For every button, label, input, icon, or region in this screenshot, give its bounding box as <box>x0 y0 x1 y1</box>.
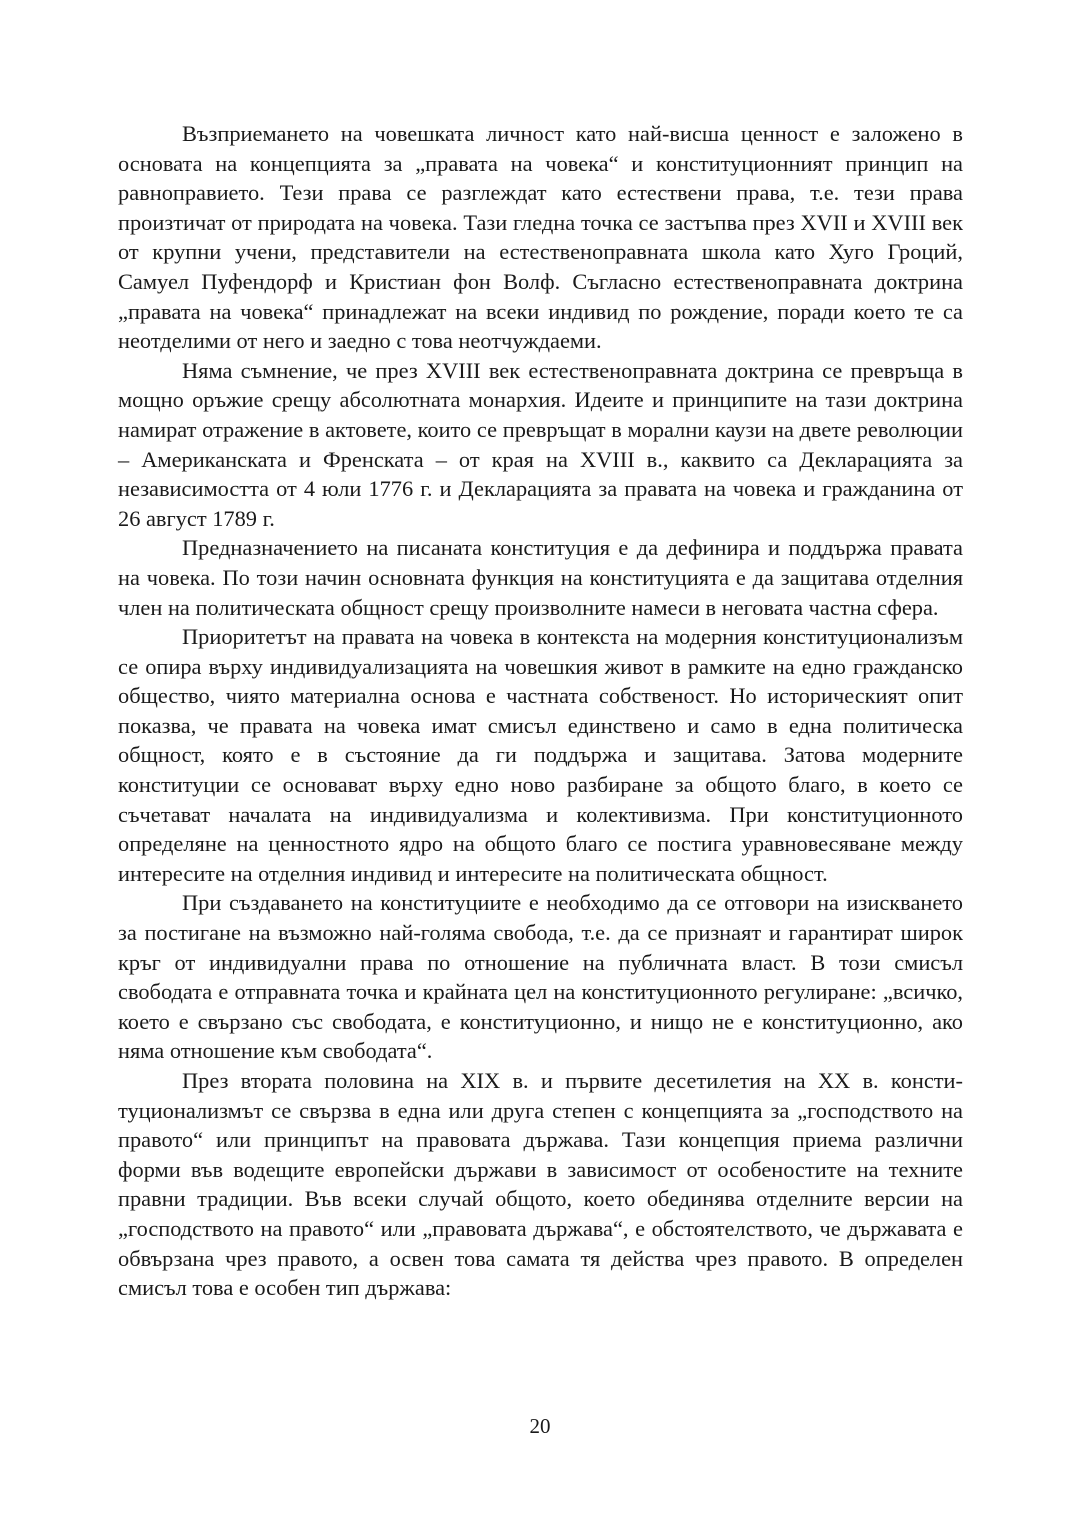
paragraph-4: Приоритетът на правата на човека в контекста на модерния конституционализъм се опира върху индивидуализацията на човешкия живот в рамките на едно гражданско общество, чиято материална основа е частната собственост. Но историческият опит показва, че правата на човека имат смисъл единствено и само в една политическа общност, която е в състояние да ги поддържа и защитава. Затова модерните конституции се основават върху едно ново разбиране за общото благо, в което се съчетават началата на индивидуализма и колективизма. При конституционното определяне на ценностното ядро на общото благо се постига уравновесяване между интересите на отделния индивид и интересите на политическата общност. <box>118 624 963 886</box>
paragraph-1: Възприемането на човешката личност като най-висша ценност е заложено в основата на концепцията за „правата на човека“ и конституционният принцип на равноправието. Тези права се разглеждат като естествени права, т.е. тези права произтичат от природата на човека. Тази гледна точка се застъпва през XVII и XVIII век от крупни учени, представители на естественоправната школа като Хуго Гроций, Самуел Пуфендорф и Кристиан фон Волф. Съгласно естественоправната доктрина „правата на човека“ принадлежат на всеки индивид по рождение, поради което те са неотделими от него и заедно с това неотчуждаеми. <box>118 121 963 354</box>
paragraph-2: Няма съмнение, че през XVIII век естественоправната доктрина се превръща в мощно оръжие срещу абсолютната монархия. Идеите и принципите на тази доктрина намират отражение в актовете, които се превръщат в морални каузи на двете революции – Американската и Френската – от края на XVIII в., каквито са Декларацията за независимостта от 4 юли 1776 г. и Декларацията за правата на човека и гражданина от 26 август 1789 г. <box>118 357 963 531</box>
body-text <box>118 119 963 1303</box>
paragraph-5: При създаването на конституциите е необходимо да се отговори на изискването за постигане на възможно най-голяма свобода, т.е. да се признаят и гарантират широк кръг от индивидуални права по отношение на публичната власт. В този смисъл свободата е отправната точка и крайната цел на конституционното регулиране: „всичко, което е свързано със свободата, е конституционно, и нищо не е конституционно, ако няма отношение към свободата“. <box>118 890 963 1064</box>
page-number: 20 <box>529 1414 551 1438</box>
paragraph-3: Предназначението на писаната конституция е да дефинира и поддържа правата на човека. По този начин основната функция на конституцията е да защитава отделния член на политическата общност срещу произволните намеси в неговата частна сфера. <box>118 535 963 620</box>
paragraph-6: През втората половина на XIX в. и първите десетилетия на XX в. конституционализмът се свързва в една или друга степен с концепцията за „господството на правото“ или принципът на правовата държава. Тази концепция приема различни форми във водещите европейски държави в зависимост от особеностите на техните правни традиции. Във всеки случай общото, което обединява отделните версии на „господството на правото“ или „правовата държава“, е обстоятелството, че държавата е обвързана чрез правото, а освен това самата тя действа чрез правото. В определен смисъл това е особен тип държава: <box>118 1068 963 1301</box>
